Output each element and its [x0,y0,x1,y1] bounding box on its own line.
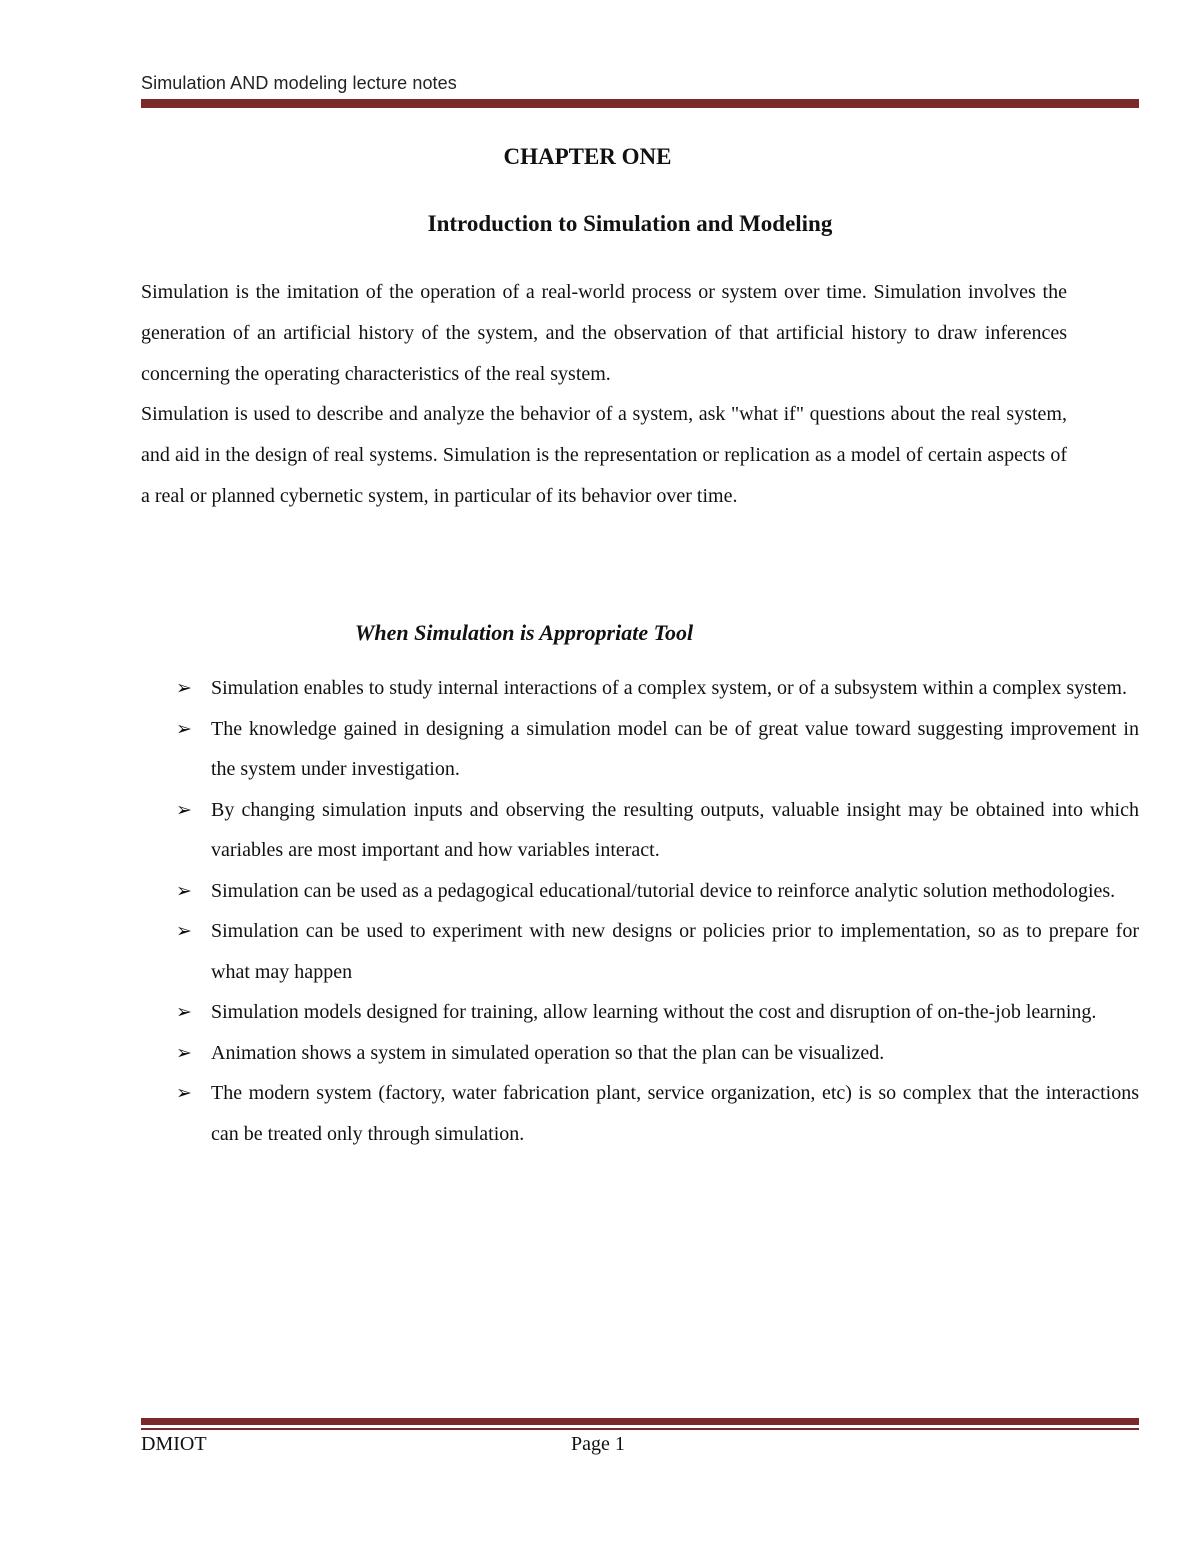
list-item [176,911,1139,992]
intro-paragraph-1: Simulation is the imitation of the operation of a real-world process or system over time. Simulation involves the generation of an artificial history of the system, and the observation of that artificial history to draw inferences concerning the operating characteristics of the real system. [141,281,1067,385]
arrow-bullet-icon: ➢ [176,879,192,902]
chapter-title: CHAPTER ONE [503,144,672,169]
footer-rule-thin [141,1428,1139,1430]
arrow-bullet-icon: ➢ [176,1001,192,1023]
list-item [176,1033,1139,1074]
header-rule [141,99,1139,108]
footer-rule [141,1418,1139,1425]
running-header: Simulation AND modeling lecture notes [141,73,457,93]
list-item-text: Simulation can be used to experiment with new designs or policies prior to implementation, so as to prepare for what may happen [211,920,1139,983]
arrow-bullet-icon: ➢ [176,717,192,740]
page-number: Page 1 [571,1433,625,1455]
list-item-text: Simulation models designed for training, allow learning without the cost and disruption of on-the-job learning. [211,1001,1097,1023]
list-item [176,992,1139,1033]
appropriate-tool-list [176,668,1139,1154]
list-item-text: The modern system (factory, water fabrication plant, service organization, etc) is so complex that the interactions can be treated only through simulation. [211,1082,1139,1145]
list-item [176,790,1139,871]
list-item [176,871,1139,912]
list-item-text: Simulation enables to study internal interactions of a complex system, or of a subsystem within a complex system. [211,677,1127,699]
section-title: Introduction to Simulation and Modeling [427,211,833,236]
arrow-bullet-icon: ➢ [176,1082,192,1104]
list-item-text: Simulation can be used as a pedagogical educational/tutorial device to reinforce analytic solution methodologies. [211,879,1116,902]
appropriate-tool-heading: When Simulation is Appropriate Tool [354,620,694,645]
list-item [176,668,1139,709]
list-item-text: The knowledge gained in designing a simulation model can be of great value toward suggesting improvement in the system under investigation. [211,717,1139,780]
arrow-bullet-icon: ➢ [176,677,192,699]
list-item [176,709,1139,790]
list-item-text: By changing simulation inputs and observing the resulting outputs, valuable insight may be obtained into which variables are most important and how variables interact. [211,798,1139,861]
intro-text [141,272,1067,517]
arrow-bullet-icon: ➢ [176,1041,192,1064]
arrow-bullet-icon: ➢ [176,798,192,821]
intro-paragraph-2: Simulation is used to describe and analyze the behavior of a system, ask "what if" questions about the real system, and aid in the design of real systems. Simulation is the representation or replication as a model of certain aspects of a real or planned cybernetic system, in particular of its behavior over time. [141,403,1067,507]
list-item [176,1073,1139,1154]
footer-institution: DMIOT [141,1433,207,1455]
list-item-text: Animation shows a system in simulated operation so that the plan can be visualized. [211,1041,885,1064]
arrow-bullet-icon: ➢ [176,920,192,942]
